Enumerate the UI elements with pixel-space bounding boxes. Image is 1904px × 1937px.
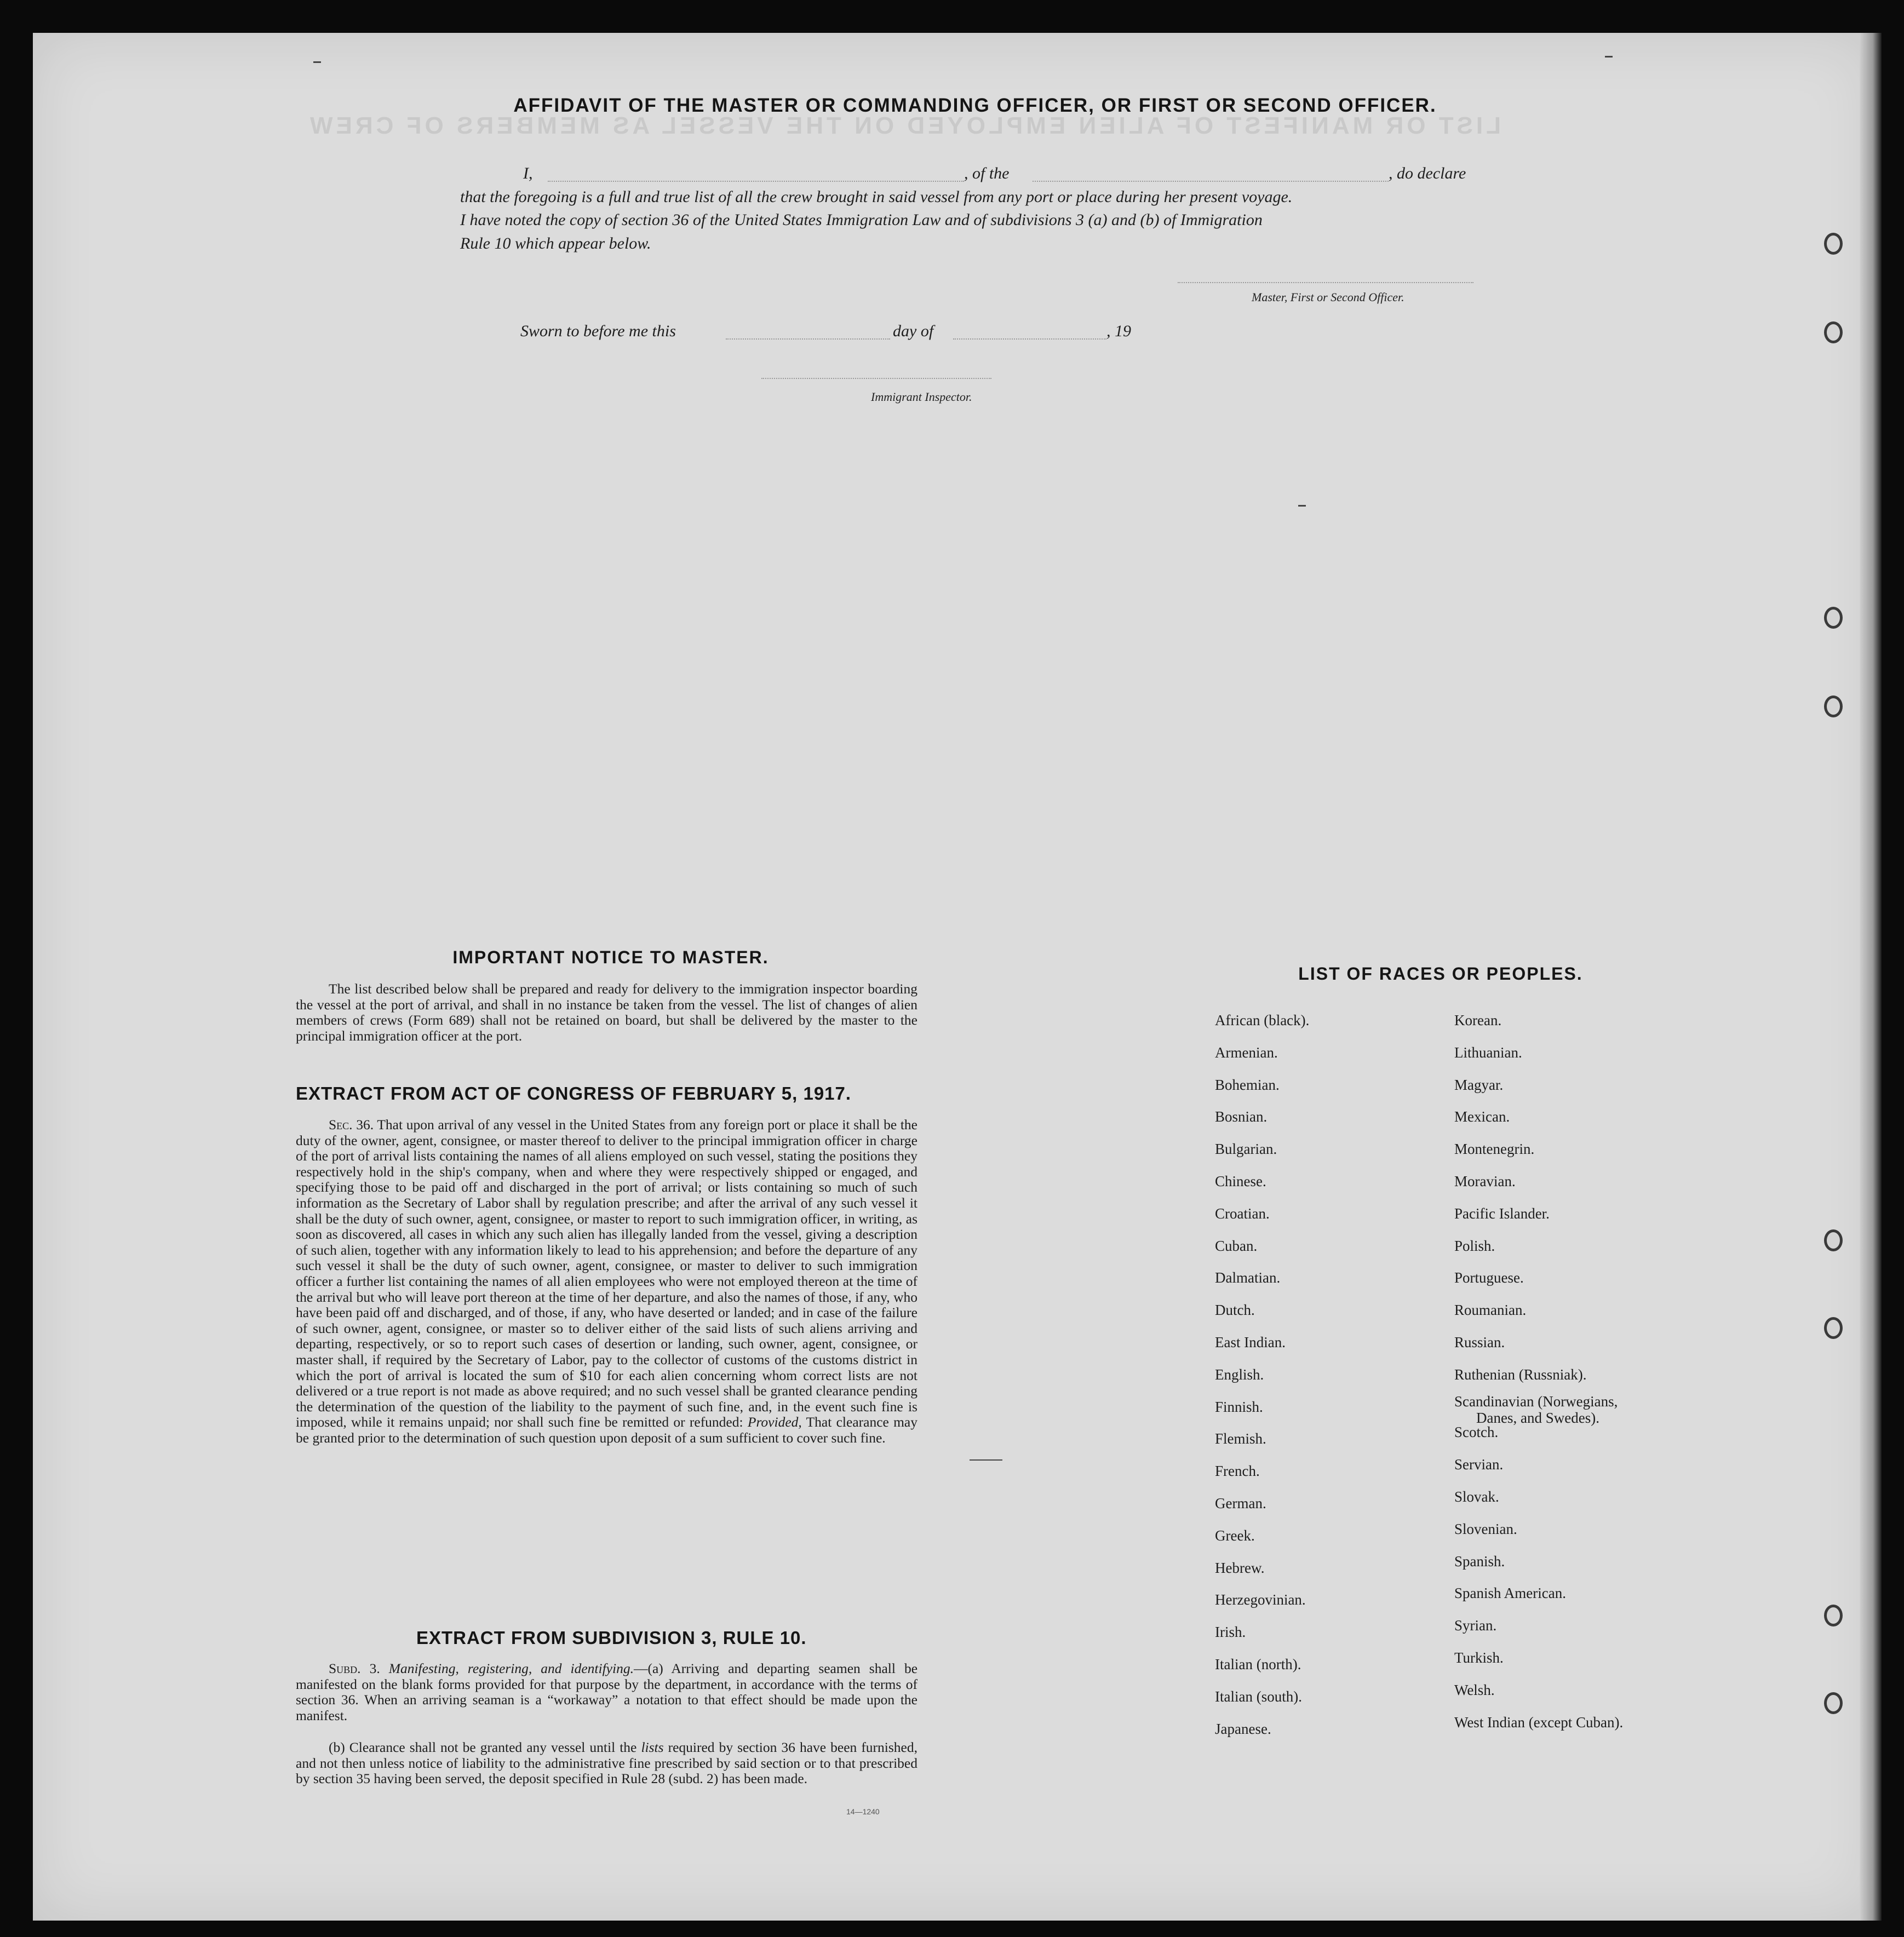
race-item: Spanish American. [1454, 1585, 1566, 1602]
race-item: Welsh. [1454, 1681, 1495, 1698]
punch-hole [1824, 1692, 1843, 1714]
subd-a-text: —(a) Arriving and departing seamen shall be manifested on the blank forms provided for that purpose by the department, in accordance with the terms of section 36. When an arriving seaman is a “workaway” a notation to that effect should be made upon the manifest. [296, 1660, 918, 1723]
affidavit-do-declare: , do declare [1389, 164, 1466, 182]
race-item: Turkish. [1454, 1649, 1504, 1666]
race-item: Moravian. [1454, 1172, 1516, 1189]
notice-body [296, 981, 917, 1044]
affidavit-line-3: I have noted the copy of section 36 of the United States Immigration Law and of subdivisions 3 (a) and (b) of Immigration [460, 211, 1263, 229]
race-item: Servian. [1454, 1456, 1504, 1473]
race-item: Syrian. [1454, 1617, 1497, 1634]
inspector-caption: Immigrant Inspector. [871, 390, 972, 404]
race-item: Finnish. [1215, 1398, 1263, 1415]
stray-mark [1605, 56, 1613, 58]
race-item: Korean. [1454, 1012, 1502, 1028]
race-item-scandinavian [1454, 1393, 1673, 1426]
race-item: Slovak. [1454, 1488, 1499, 1505]
punch-hole [1824, 321, 1843, 343]
punch-hole [1824, 607, 1843, 629]
stray-mark [970, 1459, 1002, 1461]
vessel-name-blank [1033, 181, 1389, 182]
subd-b-lists: lists [641, 1739, 664, 1755]
race-item: Flemish. [1215, 1430, 1266, 1447]
notice-title: IMPORTANT NOTICE TO MASTER. [452, 947, 769, 967]
race-item: Polish. [1454, 1237, 1495, 1254]
sworn-prefix: Sworn to before me this [520, 322, 676, 340]
rule-subd-b [296, 1740, 917, 1787]
race-item: French. [1215, 1463, 1260, 1480]
race-item: Montenegrin. [1454, 1141, 1535, 1158]
race-item: East Indian. [1215, 1334, 1286, 1350]
race-item: Croatian. [1215, 1205, 1270, 1222]
race-item: Bosnian. [1215, 1108, 1268, 1125]
race-item: Dalmatian. [1215, 1269, 1281, 1286]
sec-body-end: That clearance may be granted prior to the determination of such question upon deposit of a sum sufficient to cover such fine. [296, 1414, 918, 1446]
race-item: Portuguese. [1454, 1269, 1524, 1286]
race-item: Hebrew. [1215, 1559, 1265, 1576]
races-left-column [1215, 1012, 1309, 1752]
race-item: Slovenian. [1454, 1520, 1517, 1537]
race-item: Italian (south). [1215, 1688, 1302, 1705]
punch-hole [1824, 233, 1843, 255]
race-item: Spanish. [1454, 1553, 1505, 1570]
act-extract-body [296, 1117, 917, 1446]
sworn-day-of: day of [893, 322, 934, 340]
punch-hole [1824, 1229, 1843, 1251]
race-item-text: Scandinavian (Norwegians, [1454, 1393, 1618, 1410]
race-item: Bohemian. [1215, 1076, 1280, 1093]
race-item: Japanese. [1215, 1720, 1271, 1737]
race-item: Armenian. [1215, 1044, 1278, 1061]
race-item: Magyar. [1454, 1076, 1504, 1093]
race-item: Italian (north). [1215, 1656, 1301, 1672]
subd-b-prefix: (b) Clearance shall not be granted any vessel until the [329, 1739, 637, 1755]
inspector-signature-blank [761, 378, 991, 379]
race-item: Ruthenian (Russniak). [1454, 1366, 1587, 1383]
notice-body-text: The list described below shall be prepared and ready for delivery to the immigration inspector boarding the vessel at the port of arrival, and shall in no instance be taken from the vessel. The list of changes of alien members of crews (Form 689) shall not be retained on board, but shall be delivered by the master to the principal immigration officer at the port. [296, 981, 917, 1044]
race-item: German. [1215, 1495, 1266, 1511]
race-item: Dutch. [1215, 1302, 1255, 1319]
sec-label: Sec. 36. [329, 1117, 374, 1133]
race-item: Pacific Islander. [1454, 1205, 1550, 1222]
affidavit-i: I, [523, 164, 533, 182]
race-item: Bulgarian. [1215, 1141, 1277, 1158]
affidavit-line-2: that the foregoing is a full and true list of all the crew brought in said vessel from any port or place during her present voyage. [460, 188, 1293, 206]
race-item: West Indian (except Cuban). [1454, 1714, 1624, 1731]
races-title: LIST OF RACES OR PEOPLES. [1298, 964, 1583, 984]
races-right-column [1454, 1012, 1673, 1746]
rule-subd-a [296, 1661, 917, 1723]
punch-hole [1824, 1317, 1843, 1339]
act-extract-heading: EXTRACT FROM ACT OF CONGRESS OF FEBRUARY 5, 1917. [296, 1083, 852, 1103]
race-item: Greek. [1215, 1527, 1255, 1544]
subd-title: Manifesting, registering, and identifying. [388, 1660, 634, 1676]
sworn-day-blank [726, 338, 890, 340]
race-item: Mexican. [1454, 1108, 1510, 1125]
affidavit-title: AFFIDAVIT OF THE MASTER OR COMMANDING OFFICER, OR FIRST OR SECOND OFFICER. [513, 95, 1437, 116]
sworn-month-blank [953, 338, 1106, 340]
subd-label: Subd. 3. [329, 1660, 380, 1676]
punch-hole [1824, 696, 1843, 717]
affidavit-of-the: , of the [964, 164, 1010, 182]
form-number: 14—1240 [846, 1807, 880, 1816]
race-item: African (black). [1215, 1012, 1310, 1028]
stray-mark [313, 61, 321, 63]
race-item: Lithuanian. [1454, 1044, 1522, 1061]
sworn-year: , 19 [1106, 322, 1131, 340]
race-item: Roumanian. [1454, 1302, 1527, 1319]
page-edge [1860, 33, 1882, 1921]
bleed-through-heading: LIST OR MANIFEST OF ALIEN EMPLOYED ON THE VESSEL AS MEMBERS OF CREW [307, 112, 1501, 139]
affidavit-line-4: Rule 10 which appear below. [460, 234, 651, 252]
subd-b-rest: required by section 36 have been furnished, and not then unless notice of liability to the administrative fine prescribed by said section or to that prescribed by section 35 having been served, the deposit specified in Rule 28 (subd. 2) has been made. [296, 1739, 917, 1787]
race-item-continuation: Danes, and Swedes). [1476, 1409, 1599, 1426]
rule-extract-heading: EXTRACT FROM SUBDIVISION 3, RULE 10. [416, 1628, 807, 1648]
race-item: Chinese. [1215, 1172, 1266, 1189]
signature-caption: Master, First or Second Officer. [1252, 290, 1404, 304]
race-item: Scotch. [1454, 1424, 1499, 1441]
provided-word: Provided, [747, 1414, 802, 1430]
signature-blank [1178, 282, 1473, 283]
officer-name-blank [548, 181, 964, 182]
race-item: Russian. [1454, 1334, 1505, 1350]
sec-body: That upon arrival of any vessel in the United States from any foreign port or place it shall be the duty of the owner, agent, consignee, or master thereof to deliver to the principal immigration officer in charge of the port of arrival lists containing the names of all aliens employed on such vessel, stating the positions they respectively hold in the ship's company, when and where they were respectively shipped or engaged, and specifying those to be paid off and discharged in the port of arrival; or lists containing so much of such information as the Secretary of Labor shall by regulation prescribe; and after the arrival of any such vessel it shall be the duty of such owner, agent, consignee, or master to report to such immigration officer, in writing, as soon as discovered, all cases in which any such alien has illegally landed from the vessel, giving a description of such alien, together with any information likely to lead to his apprehension; and before the departure of any such vessel it shall be the duty of such owner, agent, consignee, or master to deliver to such immigration officer a further list containing the names of all alien employees who were not employed thereon at the time of the arrival but who will leave port thereon at the time of her departure, and also the names of those, if any, who have been paid off and discharged, and of those, if any, who have deserted or landed; and in case of the failure of such owner, agent, consignee, or master so to deliver either of the said lists of such aliens arriving and departing, respectively, or so to report such cases of desertion or landing, such owner, agent, consignee, or master shall, if required by the Secretary of Labor, pay to the collector of customs of the customs district in which the port of arrival is located the sum of $10 for each alien concerning whom correct lists are not delivered or a true report is not made as above required; and no such vessel shall be granted clearance pending the determination of the question of the liability to the payment of such fine, and, in the event such fine is imposed, while it remains unpaid; nor shall such fine be remitted or refunded: [296, 1117, 917, 1430]
race-item: Cuban. [1215, 1237, 1258, 1254]
race-item: English. [1215, 1366, 1264, 1383]
punch-hole [1824, 1605, 1843, 1626]
race-item: Herzegovinian. [1215, 1591, 1306, 1608]
race-item: Irish. [1215, 1624, 1246, 1641]
stray-mark [1298, 505, 1306, 507]
